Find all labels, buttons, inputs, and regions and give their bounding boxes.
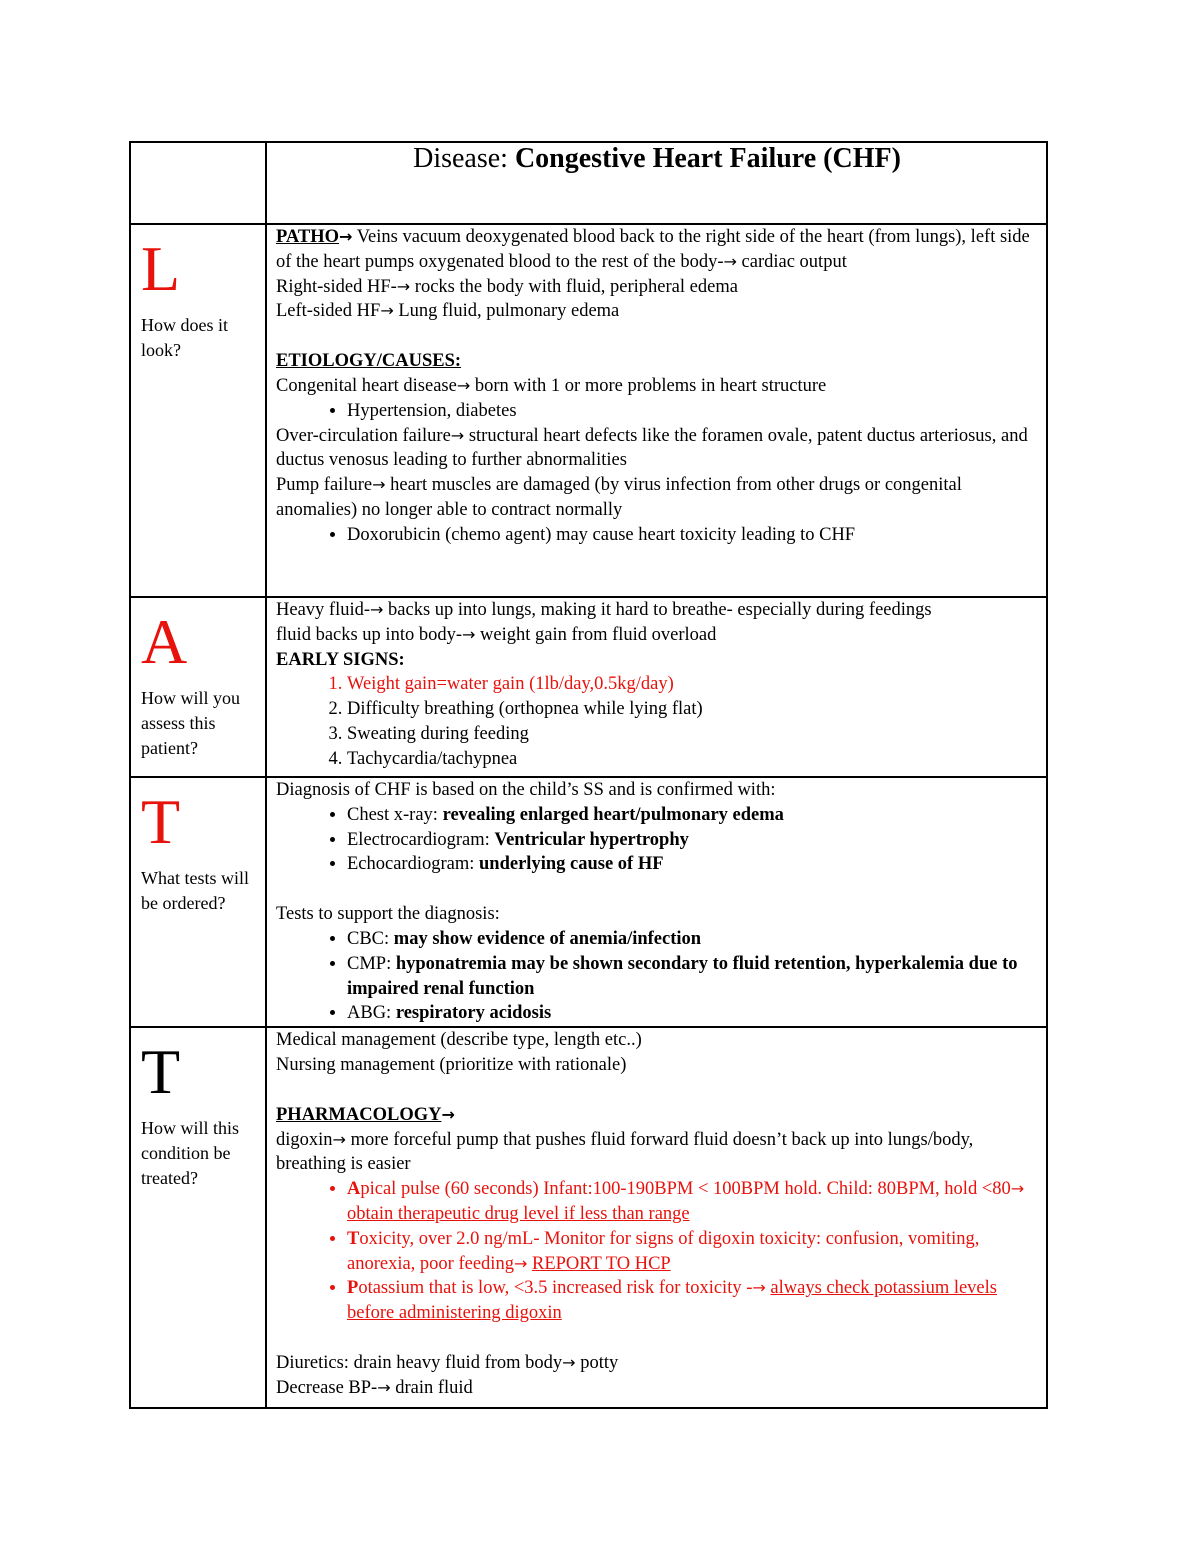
arrow-icon: → bbox=[441, 1104, 455, 1124]
header-empty-cell bbox=[130, 142, 266, 224]
digoxin-line bbox=[276, 1128, 1038, 1178]
toxicity-initial: T bbox=[347, 1228, 360, 1249]
test-label: ABG: bbox=[347, 1003, 396, 1024]
overcirculation-line bbox=[276, 424, 1038, 474]
test-value: may show evidence of anemia/infection bbox=[393, 928, 702, 949]
arrow-icon: → bbox=[562, 1352, 576, 1372]
patho-tail: cardiac output bbox=[736, 251, 847, 272]
section-letter-cell bbox=[130, 777, 266, 1027]
test-value: revealing enlarged heart/pulmonary edema bbox=[442, 804, 784, 825]
potassium-initial: P bbox=[347, 1278, 359, 1299]
list-item bbox=[347, 1227, 1038, 1277]
diuretics-text: potty bbox=[575, 1352, 619, 1373]
right-sided-label: Right-sided HF- bbox=[276, 276, 397, 297]
section-letter-cell bbox=[130, 1027, 266, 1408]
right-sided-line bbox=[276, 275, 1038, 300]
section-question: How does it look? bbox=[141, 315, 228, 360]
diuretics-line bbox=[276, 1351, 1038, 1376]
test-value: hyponatremia may be shown secondary to fluid retention, hyperkalemia due to impaired renal function bbox=[347, 953, 1018, 999]
lat-disease-table bbox=[129, 141, 1048, 1409]
arrow-icon: → bbox=[462, 624, 476, 644]
left-sided-label: Left-sided HF bbox=[276, 301, 381, 322]
left-sided-line bbox=[276, 299, 1038, 324]
diuretics-label: Diuretics: drain heavy fluid from body bbox=[276, 1352, 563, 1373]
toxicity-action: REPORT TO HCP bbox=[531, 1253, 671, 1274]
pump-failure-label: Pump failure bbox=[276, 475, 373, 496]
support-list bbox=[276, 927, 1038, 1026]
decrease-bp-text: drain fluid bbox=[390, 1377, 473, 1398]
overcirculation-label: Over-circulation failure bbox=[276, 425, 451, 446]
digoxin-label: digoxin bbox=[276, 1129, 333, 1150]
etiology-label: ETIOLOGY/CAUSES: bbox=[276, 351, 462, 372]
list-item bbox=[347, 852, 1038, 877]
potassium-text: otassium that is low, <3.5 increased risk for toxicity - bbox=[358, 1278, 753, 1299]
test-value: respiratory acidosis bbox=[395, 1003, 552, 1024]
fluid-body-text: weight gain from fluid overload bbox=[475, 624, 717, 645]
decrease-bp-line bbox=[276, 1376, 1038, 1401]
apical-text: pical pulse (60 seconds) Infant:100-190BPM < 100BPM hold. Child: 80BPM, hold <80 bbox=[360, 1179, 1011, 1200]
section-content bbox=[266, 1027, 1047, 1408]
diagnosis-list bbox=[276, 803, 1038, 877]
digoxin-text: more forceful pump that pushes fluid forward fluid doesn’t back up into lungs/body, breathing is easier bbox=[276, 1129, 974, 1175]
support-intro: Tests to support the diagnosis: bbox=[276, 904, 500, 925]
fluid-body-line bbox=[276, 623, 1038, 648]
list-item: 1. Weight gain=water gain (1lb/day,0.5kg/day) bbox=[347, 672, 1038, 697]
pharmacology-label: PHARMACOLOGY bbox=[276, 1104, 442, 1125]
section-letter-cell bbox=[130, 597, 266, 777]
list-item bbox=[347, 1177, 1038, 1227]
disease-name: Congestive Heart Failure (CHF) bbox=[514, 143, 901, 174]
overcirculation-text: structural heart defects like the foramen ovale, patent ductus arteriosus, and ductus venosus leading to further abnormalities bbox=[276, 425, 1028, 471]
congenital-text: born with 1 or more problems in heart structure bbox=[470, 375, 827, 396]
etiology-heading bbox=[276, 349, 1038, 374]
arrow-icon: → bbox=[372, 475, 386, 495]
list-item: 2. Difficulty breathing (orthopnea while lying flat) bbox=[347, 697, 1038, 722]
section-content bbox=[266, 597, 1047, 777]
header-row bbox=[130, 142, 1047, 224]
section-letter-cell bbox=[130, 224, 266, 597]
pump-failure-line bbox=[276, 473, 1038, 523]
section-treat bbox=[130, 1027, 1047, 1408]
diagnosis-intro: Diagnosis of CHF is based on the child’s SS and is confirmed with: bbox=[276, 780, 776, 800]
patho-label: PATHO bbox=[276, 227, 340, 247]
test-label: CBC: bbox=[347, 928, 394, 949]
section-look bbox=[130, 224, 1047, 597]
list-item bbox=[347, 1001, 1038, 1026]
page-title bbox=[266, 142, 1047, 224]
digoxin-bullets bbox=[276, 1177, 1038, 1326]
section-content bbox=[266, 777, 1047, 1027]
congenital-bullets bbox=[276, 399, 1038, 424]
toxicity-text: oxicity, over 2.0 ng/mL- Monitor for signs of digoxin toxicity: confusion, vomiting, anorexia, poor feeding bbox=[347, 1228, 980, 1274]
pump-failure-text: heart muscles are damaged (by virus infection from other drugs or congenital anomalies) no longer able to contract normally bbox=[276, 475, 962, 520]
list-item: • Hypertension, diabetes bbox=[347, 399, 1038, 424]
section-letter: T bbox=[141, 786, 181, 857]
heavy-fluid-line bbox=[276, 598, 1038, 623]
arrow-icon: → bbox=[380, 301, 394, 321]
test-label: Echocardiogram: bbox=[347, 854, 480, 875]
arrow-icon: → bbox=[513, 1253, 528, 1273]
arrow-icon: → bbox=[370, 600, 384, 619]
nursing-management: Nursing management (prioritize with rationale) bbox=[276, 1054, 627, 1075]
arrow-icon: → bbox=[377, 1377, 391, 1397]
arrow-icon: → bbox=[723, 251, 737, 271]
section-letter: A bbox=[141, 606, 188, 677]
list-item bbox=[347, 927, 1038, 952]
arrow-icon: → bbox=[396, 276, 411, 296]
list-item bbox=[347, 952, 1038, 1002]
list-item bbox=[347, 803, 1038, 828]
test-label: Chest x-ray: bbox=[347, 804, 443, 825]
congenital-label: Congenital heart disease bbox=[276, 375, 457, 396]
section-question: What tests will be ordered? bbox=[141, 868, 249, 913]
heavy-fluid-label: Heavy fluid- bbox=[276, 600, 371, 620]
pump-bullets bbox=[276, 523, 1038, 548]
section-letter: T bbox=[141, 1036, 181, 1108]
potassium-action: always check potassium levels before administering digoxin bbox=[347, 1278, 997, 1324]
pharmacology-heading bbox=[276, 1103, 1038, 1128]
arrow-icon: → bbox=[456, 375, 471, 395]
heavy-fluid-text: backs up into lungs, making it hard to breathe- especially during feedings bbox=[383, 600, 932, 620]
list-item bbox=[347, 1276, 1038, 1326]
arrow-icon: → bbox=[339, 227, 353, 246]
apical-initial: A bbox=[347, 1179, 361, 1200]
patho-text: Veins vacuum deoxygenated blood back to the right side of the heart (from lungs), left side of the heart pumps oxygenated blood to the rest of the body- bbox=[276, 227, 1030, 272]
list-item bbox=[347, 828, 1038, 853]
decrease-bp-label: Decrease BP- bbox=[276, 1377, 378, 1398]
arrow-icon: → bbox=[752, 1278, 766, 1298]
section-tests bbox=[130, 777, 1047, 1027]
disease-label: Disease: bbox=[413, 143, 515, 174]
section-letter: L bbox=[141, 233, 181, 304]
medical-management: Medical management (describe type, length etc..) bbox=[276, 1030, 642, 1051]
test-label: Electrocardiogram: bbox=[347, 829, 495, 850]
section-assess bbox=[130, 597, 1047, 777]
right-sided-text: rocks the body with fluid, peripheral edema bbox=[410, 276, 738, 297]
early-signs-list bbox=[276, 672, 1038, 771]
test-value: underlying cause of HF bbox=[479, 854, 664, 875]
arrow-icon: → bbox=[1010, 1179, 1025, 1199]
arrow-icon: → bbox=[332, 1129, 346, 1149]
patho-line bbox=[276, 225, 1038, 275]
test-label: CMP: bbox=[347, 953, 396, 974]
section-question: How will you assess this patient? bbox=[141, 688, 240, 758]
list-item: 4. Tachycardia/tachypnea bbox=[347, 747, 1038, 772]
list-item: • Doxorubicin (chemo agent) may cause heart toxicity leading to CHF bbox=[347, 523, 1038, 548]
left-sided-text: Lung fluid, pulmonary edema bbox=[393, 301, 620, 322]
arrow-icon: → bbox=[450, 425, 465, 445]
early-signs-heading: EARLY SIGNS: bbox=[276, 649, 405, 670]
section-content bbox=[266, 224, 1047, 597]
test-value: Ventricular hypertrophy bbox=[494, 829, 689, 850]
fluid-body-label: fluid backs up into body- bbox=[276, 624, 463, 645]
congenital-line bbox=[276, 374, 1038, 399]
apical-action: obtain therapeutic drug level if less than range bbox=[347, 1203, 690, 1224]
list-item: 3. Sweating during feeding bbox=[347, 722, 1038, 747]
section-question: How will this condition be treated? bbox=[141, 1118, 240, 1189]
